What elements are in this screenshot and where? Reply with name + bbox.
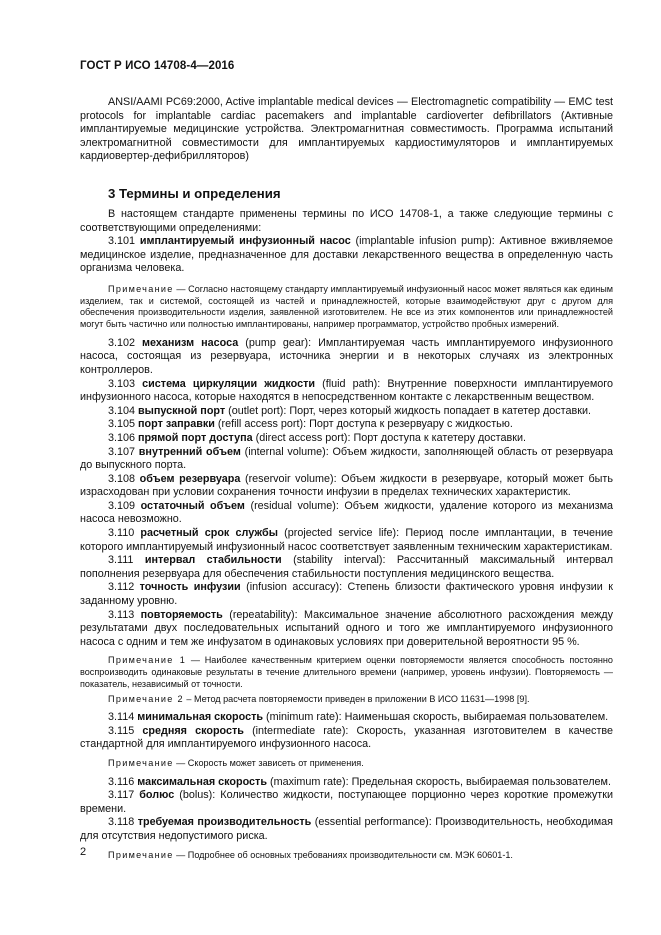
term-3-111: 3.111 интервал стабильности (stability interval): Рассчитанный максимальный интервал пополнения резервуара для обеспечения стабильности поступления медицинского вещества. [80, 554, 614, 580]
term-3-108: 3.108 объем резервуара (reservoir volume): Объем жидкости в резервуаре, который может быть израсходован при условии сохранения точности инфузии в пределах технических характеристик. [80, 472, 613, 499]
term-3-104: 3.104 выпускной порт (outlet port): Порт, через который жидкость попадает в катетер доставки. [108, 404, 592, 417]
note-3-118: Примечание — Подробнее об основных требованиях производительности см. МЭК 60601-1. [108, 849, 513, 860]
term-3-117: 3.117 болюс (bolus): Количество жидкости, поступающее порционно через короткие промежутки времени. [80, 789, 614, 815]
term-3-105: 3.105 порт заправки (refill access port): Порт доступа к резервуару с жидкостью. [108, 418, 513, 431]
document-header: ГОСТ Р ИСО 14708-4—2016 [80, 60, 235, 72]
intro-paragraph: В настоящем стандарте применены термины по ИСО 14708-1, а также следующие термины с соответствующими определениями: [80, 207, 613, 234]
term-3-118: 3.118 требуемая производительность (essential performance): Производительность, необходимая для отсутствия недопустимого риска. [80, 816, 614, 843]
note-1-3-113: Примечание 1 — Наиболее качественным критерием оценки повторяемости является способность постоянно воспроизводить одинаковые результаты в течение длительного времени (например, уровень инфузии). Повторяемость — показатель, независимый от точности. [80, 655, 613, 689]
term-3-110: 3.110 расчетный срок службы (projected service life): Период после имплантации, в течение которого имплантируемый инфузионный насос соответствует заявленным техническим характеристикам. [80, 527, 614, 553]
term-3-113: 3.113 повторяемость (repeatability): Максимальное значение абсолютного расхождения между результатами двух последовательных испытаний одного и того же имплантируемого инфузионного насоса с одним и тем же инфузатом в одинаковых условиях при доверительной вероятности 95 %. [80, 608, 613, 648]
page-number: 2 [80, 846, 87, 858]
note-3-115: Примечание — Скорость может зависеть от применения. [108, 758, 364, 768]
reference-paragraph: ANSI/AAMI PC69:2000, Active implantable medical devices — Electromagnetic compatibility — EMC test protocols for implantable cardiac pacemakers and implantable cardioverter defibrillators (Активные имплантируемые медицинские устройства. Электромагнитная совместимость. Программа испытаний электромагнитной совместимости для имплантируемых кардиостимуляторов и имплантируемых кардиовертер-дефибрилляторов) [80, 96, 613, 163]
term-3-114: 3.114 минимальная скорость (minimum rate): Наименьшая скорость, выбираемая пользователем. [108, 711, 609, 724]
note-2-3-113: Примечание 2 – Метод расчета повторяемости приведен в приложении В ИСО 11631—1998 [9]. [108, 693, 530, 704]
term-3-106: 3.106 прямой порт доступа (direct access port): Порт доступа к катетеру доставки. [108, 431, 526, 444]
term-3-116: 3.116 максимальная скорость (maximum rate): Предельная скорость, выбираемая пользователем. [108, 775, 611, 788]
document-body [80, 96, 613, 861]
term-3-112: 3.112 точность инфузии (infusion accuracy): Степень близости фактического уровня инфузии к заданному уровню. [80, 581, 613, 608]
note-3-101: Примечание — Согласно настоящему стандарту имплантируемый инфузионный насос может являться как единым изделием, так и системой, состоящей из частей и принадлежностей, которые взаимодействуют друг с другом для обеспечения производительности изделия, заявленной изготовителем. Не все из этих компонентов или принадлежностей могут быть частично или полностью имплантированы, например программатор, устройство пробных измерений. [80, 283, 613, 330]
term-3-115: 3.115 средняя скорость (intermediate rate): Скорость, указанная изготовителем в качестве стандартной для имплантируемого инфузионного насоса. [80, 724, 614, 751]
section-title: 3 Термины и определения [108, 185, 281, 201]
term-3-107: 3.107 внутренний объем (internal volume): Объем жидкости, заполняющей область от резервуара до выпускного порта. [80, 445, 614, 472]
term-3-109: 3.109 остаточный объем (residual volume): Объем жидкости, удаление которого из механизма насоса невозможно. [80, 499, 614, 526]
term-3-102: 3.102 механизм насоса (pump gear): Имплантируемая часть имплантируемого инфузионного насоса, состоящая из резервуара, источника энергии и в некоторых случаях из электронных контроллеров. [80, 336, 613, 376]
term-3-101: 3.101 имплантируемый инфузионный насос (implantable infusion pump): Активное вживляемое медицинское изделие, предназначенное для доставки лекарственного вещества в определенную часть организма человека. [80, 235, 613, 275]
term-3-103: 3.103 система циркуляции жидкости (fluid path): Внутренние поверхности имплантируемого инфузионного насоса, которые находятся в непосредственном контакте с лекарственным веществом. [80, 377, 613, 404]
